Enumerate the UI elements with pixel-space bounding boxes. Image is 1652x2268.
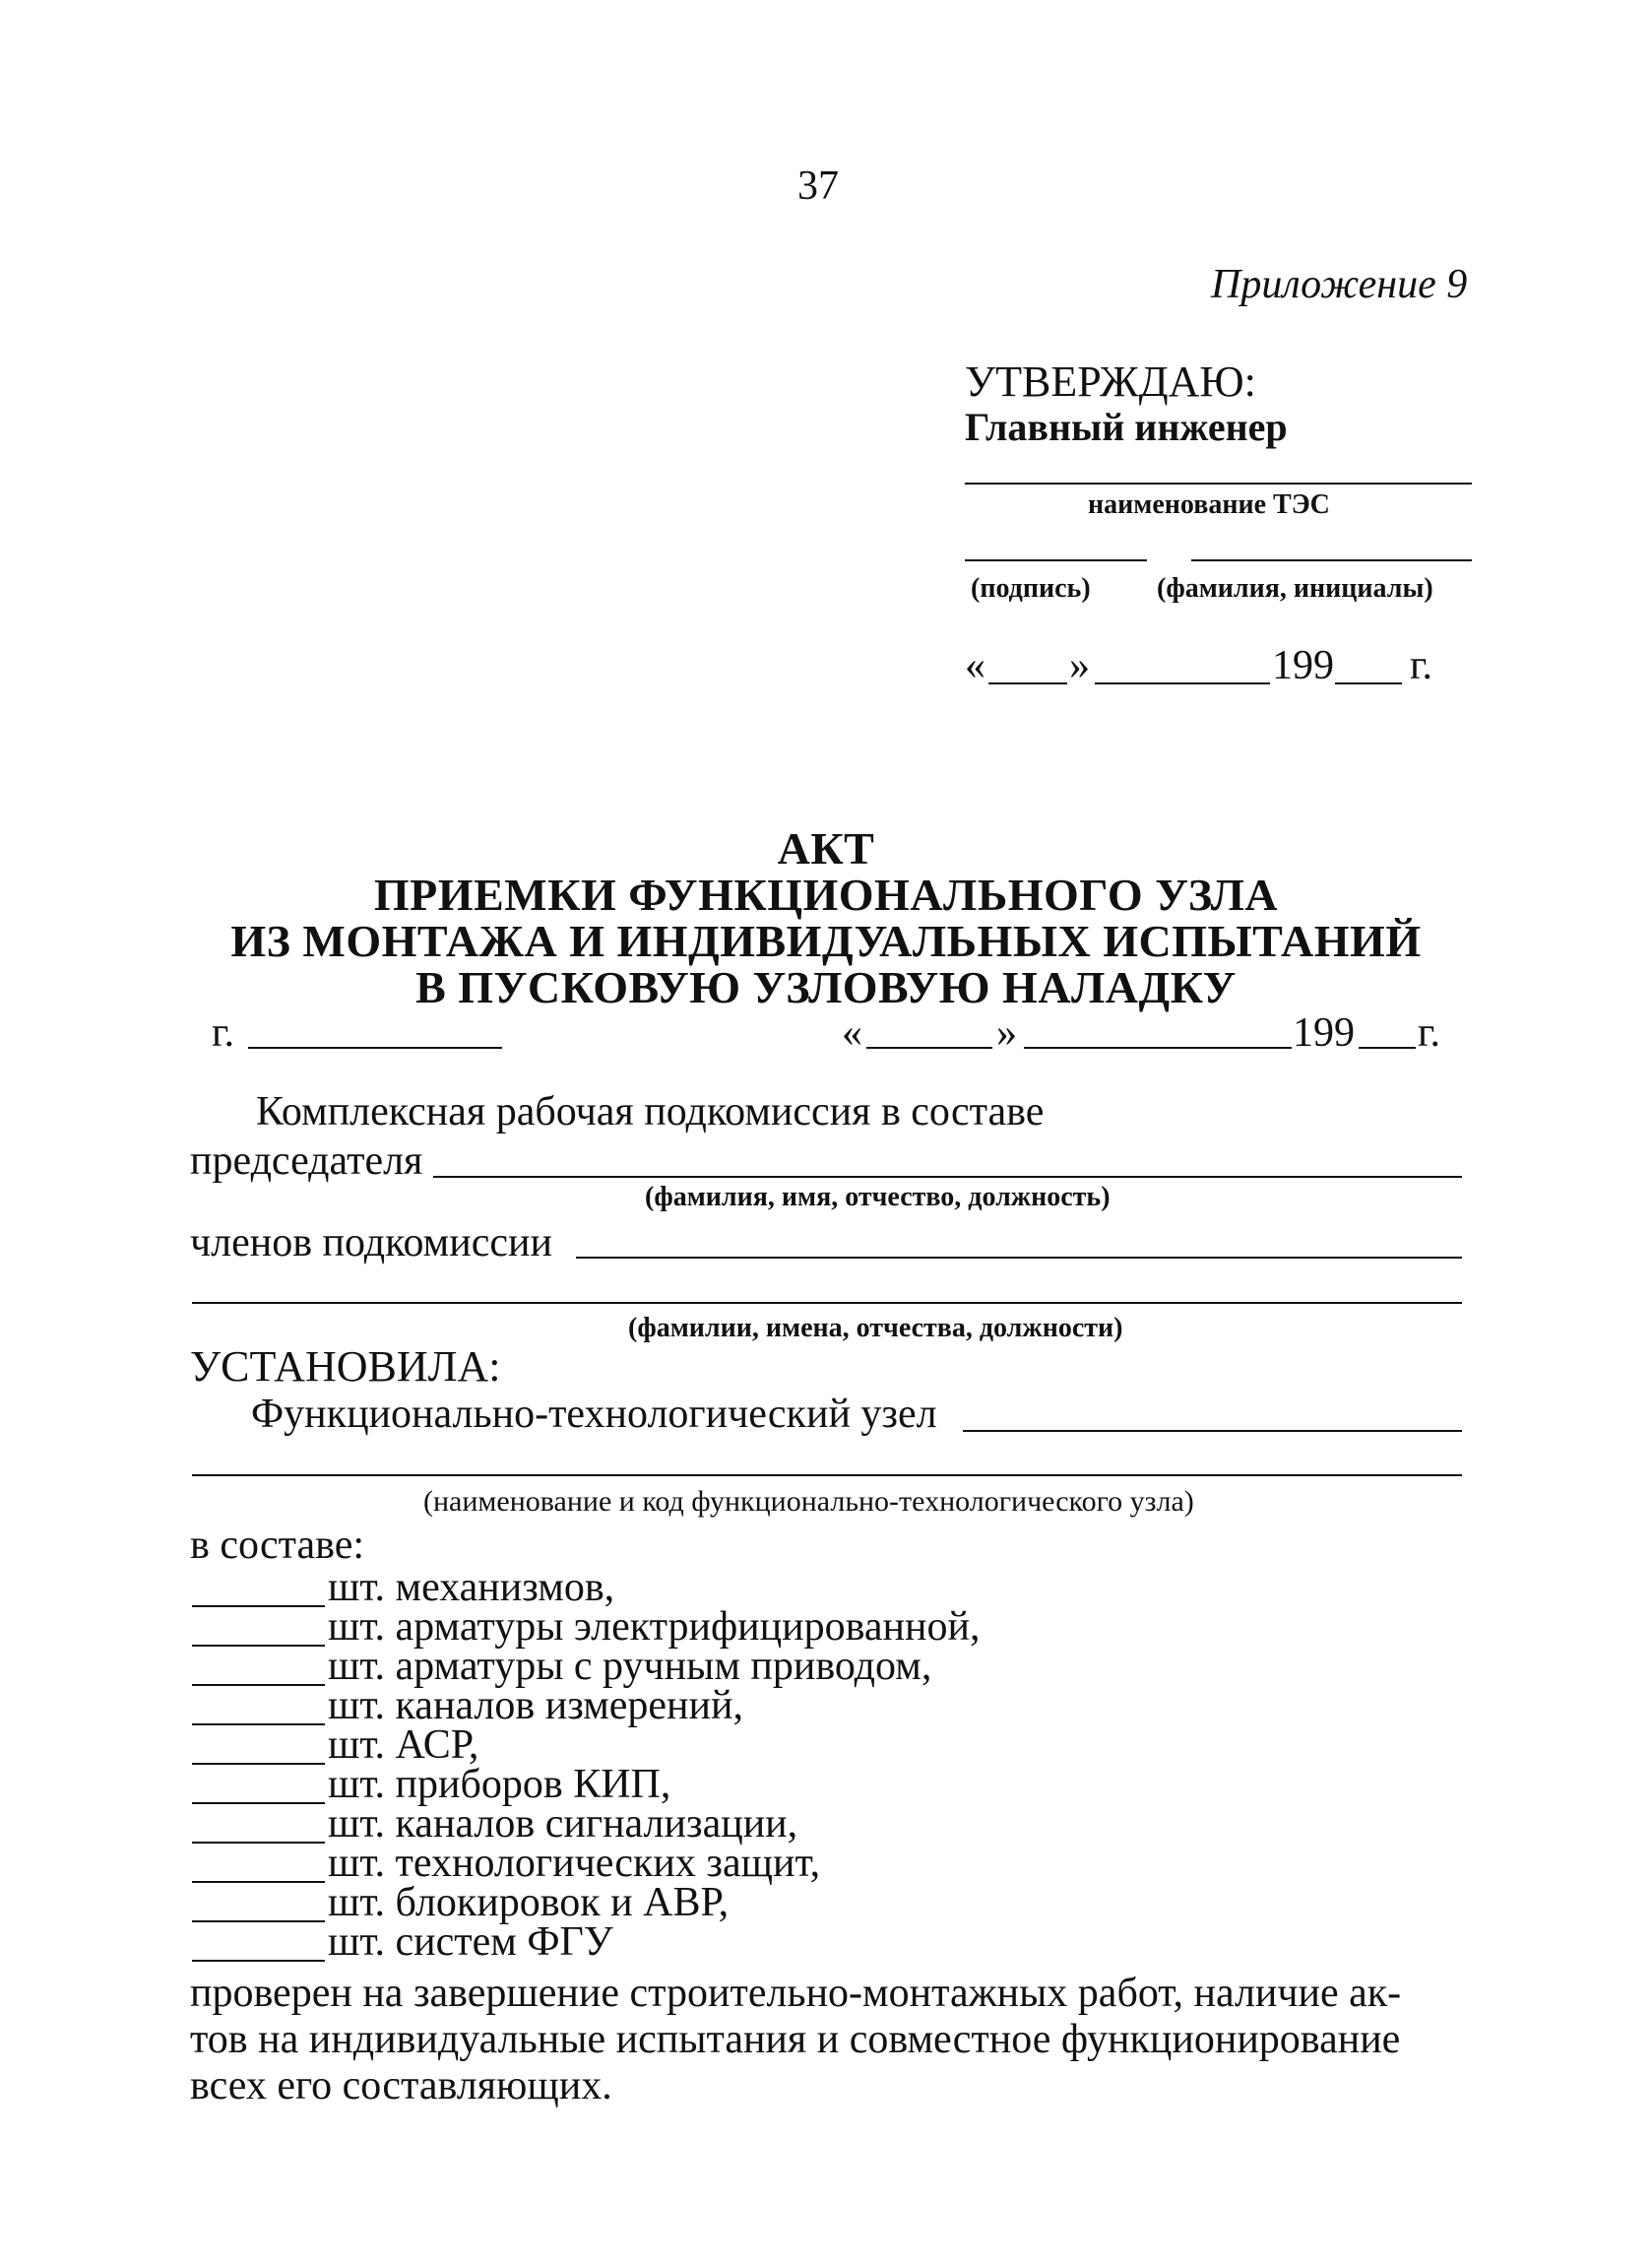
- approval-year-line[interactable]: [1335, 682, 1402, 684]
- act-subtitle-line-3: В ПУСКОВУЮ УЗЛОВУЮ НАЛАДКУ: [415, 962, 1237, 1012]
- conclusion-line-1: проверен на завершение строительно-монтажных работ, наличие ак-: [190, 1971, 1402, 2016]
- composition-label: в составе:: [190, 1523, 365, 1568]
- signature-caption: (подпись): [971, 573, 1091, 604]
- list-item: шт. каналов измерений,: [328, 1683, 743, 1728]
- members-line-1[interactable]: [576, 1257, 1462, 1259]
- act-title: АКТ: [777, 823, 875, 874]
- city-prefix: г.: [212, 1010, 234, 1056]
- item-count-line[interactable]: [192, 1605, 325, 1607]
- act-year-line[interactable]: [1359, 1047, 1416, 1049]
- list-item: шт. АСР,: [328, 1722, 479, 1768]
- conclusion-line-3: всех его составляющих.: [190, 2063, 612, 2108]
- approval-position: Главный инженер: [965, 405, 1288, 449]
- list-item: шт. механизмов,: [328, 1565, 615, 1610]
- item-count-line[interactable]: [192, 1684, 325, 1686]
- unit-label: Функционально-технологический узел: [251, 1392, 937, 1437]
- appendix-label: Приложение 9: [1211, 262, 1468, 307]
- approval-date-open-quote: «: [965, 643, 985, 688]
- city-line[interactable]: [248, 1047, 502, 1049]
- list-item: шт. арматуры электрифицированной,: [328, 1604, 981, 1650]
- act-subtitle-line-2: ИЗ МОНТАЖА И ИНДИВИДУАЛЬНЫХ ИСПЫТАНИЙ: [230, 916, 1422, 966]
- item-count-line[interactable]: [192, 1802, 325, 1804]
- unit-caption: (наименование и код функционально-технологического узла): [423, 1485, 1194, 1518]
- members-label: членов подкомиссии: [190, 1220, 552, 1265]
- unit-line-2[interactable]: [192, 1474, 1462, 1476]
- approval-year: 199: [1272, 643, 1334, 688]
- list-item: шт. приборов КИП,: [328, 1762, 671, 1807]
- list-item: шт. каналов сигнализации,: [328, 1801, 798, 1847]
- list-item: шт. арматуры с ручным приводом,: [328, 1644, 932, 1689]
- chairman-caption: (фамилия, имя, отчество, должность): [645, 1182, 1111, 1212]
- item-count-line[interactable]: [192, 1881, 325, 1883]
- approval-day-line[interactable]: [988, 682, 1067, 684]
- act-year: 199: [1293, 1010, 1355, 1056]
- chairman-label: председателя: [190, 1138, 423, 1184]
- item-count-line[interactable]: [192, 1960, 325, 1962]
- act-date-close-quote: »: [996, 1010, 1017, 1056]
- members-line-2[interactable]: [192, 1302, 1462, 1304]
- list-item: шт. блокировок и АВР,: [328, 1880, 730, 1925]
- act-day-line[interactable]: [866, 1047, 992, 1049]
- item-count-line[interactable]: [192, 1842, 325, 1844]
- unit-line-1[interactable]: [963, 1430, 1462, 1432]
- name-caption: (фамилия, инициалы): [1157, 573, 1433, 604]
- approval-heading: УТВЕРЖДАЮ:: [965, 357, 1256, 406]
- tes-name-caption: наименование ТЭС: [1088, 489, 1330, 520]
- page-number: 37: [797, 163, 839, 209]
- item-count-line[interactable]: [192, 1723, 325, 1725]
- act-month-line[interactable]: [1024, 1047, 1292, 1049]
- established-heading: УСТАНОВИЛА:: [190, 1342, 501, 1391]
- tes-name-line[interactable]: [965, 483, 1472, 485]
- members-caption: (фамилии, имена, отчества, должности): [628, 1313, 1123, 1343]
- act-year-suffix: г.: [1418, 1010, 1440, 1056]
- item-count-line[interactable]: [192, 1920, 325, 1922]
- approval-signature-line[interactable]: [965, 559, 1147, 561]
- item-count-line[interactable]: [192, 1763, 325, 1765]
- act-subtitle-line-1: ПРИЕМКИ ФУНКЦИОНАЛЬНОГО УЗЛА: [373, 870, 1279, 920]
- approval-name-line[interactable]: [1191, 559, 1472, 561]
- list-item: шт. технологических защит,: [328, 1841, 821, 1886]
- act-date-open-quote: «: [842, 1010, 862, 1056]
- approval-year-suffix: г.: [1410, 643, 1432, 688]
- conclusion-line-2: тов на индивидуальные испытания и совместное функционирование: [190, 2017, 1401, 2062]
- approval-date-close-quote: »: [1069, 643, 1090, 688]
- commission-intro: Комплексная рабочая подкомиссия в составе: [256, 1089, 1045, 1134]
- list-item: шт. систем ФГУ: [328, 1919, 613, 1965]
- approval-month-line[interactable]: [1095, 682, 1270, 684]
- item-count-line[interactable]: [192, 1645, 325, 1647]
- chairman-line[interactable]: [433, 1176, 1462, 1178]
